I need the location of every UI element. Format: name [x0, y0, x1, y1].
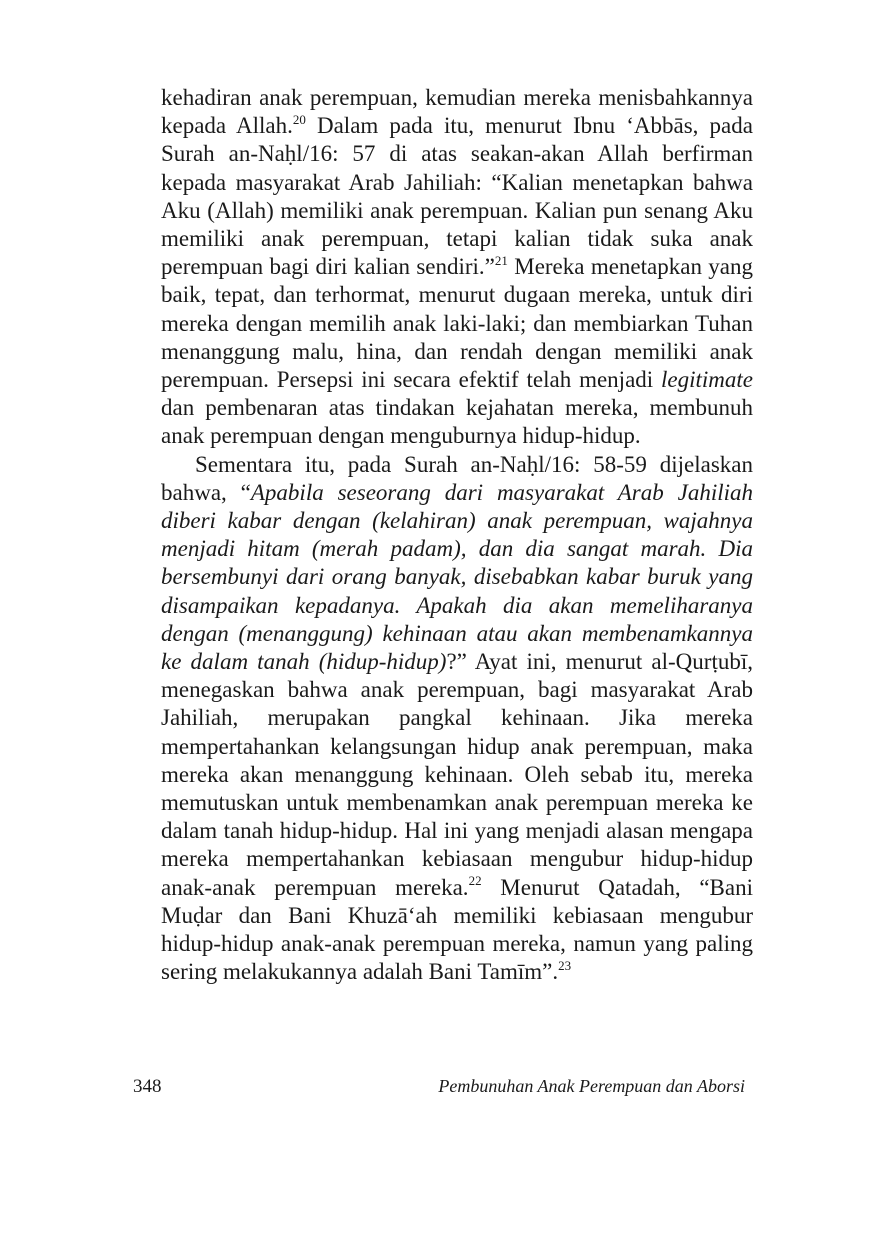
text-run: Dalam pada itu, menurut Ibnu ‘Abbās, pada Surah an-Naḥl/16: 57 di atas seakan-akan Allah berfirman kepada masyarakat Arab Jahiliah: “Kalian menetapkan bahwa Aku (Allah) memiliki anak perempuan. Kalian pun senang Aku memiliki anak perempuan, tetapi kalian tidak suka anak perempuan bagi diri kalian sendiri.”: [161, 113, 753, 280]
paragraph-2: [161, 451, 753, 987]
running-title: Pembunuhan Anak Perempuan dan Aborsi: [438, 1076, 745, 1096]
page-footer: [133, 1076, 745, 1102]
text-run: dan pembenaran atas tindakan kejahatan mereka, membunuh anak perempuan dengan menguburnya hidup-hidup.: [161, 395, 753, 449]
body-text: [161, 84, 753, 987]
footnote-ref-20: 20: [292, 111, 306, 127]
text-run: Sementara itu, pada Surah an-Naḥl/16: 58-59 dijelaskan bahwa, “: [161, 451, 753, 505]
page-number: 348: [133, 1076, 162, 1097]
italic-run: Apabila seseorang dari masyarakat Arab Jahiliah diberi kabar dengan (kelahiran) anak perempuan, wajahnya menjadi hitam (merah padam), dan dia sangat marah. Dia bersembunyi dari orang banyak, disebabkan kabar buruk yang disampaikan kepadanya. Apakah dia akan memeliharanya dengan (menanggung) kehinaan atau akan membenamkannya ke dalam tanah (hidup-hidup): [161, 479, 753, 675]
paragraph-1: [161, 84, 753, 451]
italic-run: legitimate: [661, 367, 753, 393]
footnote-ref-23: 23: [558, 957, 572, 973]
footnote-ref-21: 21: [494, 252, 508, 268]
footnote-ref-22: 22: [468, 873, 482, 889]
text-run: ?” Ayat ini, menurut al-Qurṭubī, menegaskan bahwa anak perempuan, bagi masyarakat Arab Jahiliah, merupakan pangkal kehinaan. Jika mereka mempertahankan kelangsungan hidup anak perempuan, maka mereka akan menanggung kehinaan. Oleh sebab itu, mereka memutuskan untuk membenamkan anak perempuan mereka ke dalam tanah hidup-hidup. Hal ini yang menjadi alasan mengapa mereka mempertahankan kebiasaan mengubur hidup-hidup anak-anak perempuan mereka.: [161, 649, 753, 900]
text-run: Mereka menetapkan yang baik, tepat, dan terhormat, menurut dugaan mereka, untuk diri mereka dengan memilih anak laki-laki; dan membiarkan Tuhan menanggung malu, hina, dan rendah dengan memiliki anak perempuan. Persepsi ini secara efektif telah menjadi: [161, 254, 754, 393]
text-run: kehadiran anak perempuan, kemudian mereka menisbahkannya kepada Allah.: [161, 85, 753, 139]
text-run: Menurut Qatadah, “Bani Muḍar dan Bani Khuzā‘ah memiliki kebiasaan mengubur hidup-hidup anak-anak perempuan mereka, namun yang paling sering melakukannya adalah Bani Tamīm”.: [161, 874, 753, 985]
